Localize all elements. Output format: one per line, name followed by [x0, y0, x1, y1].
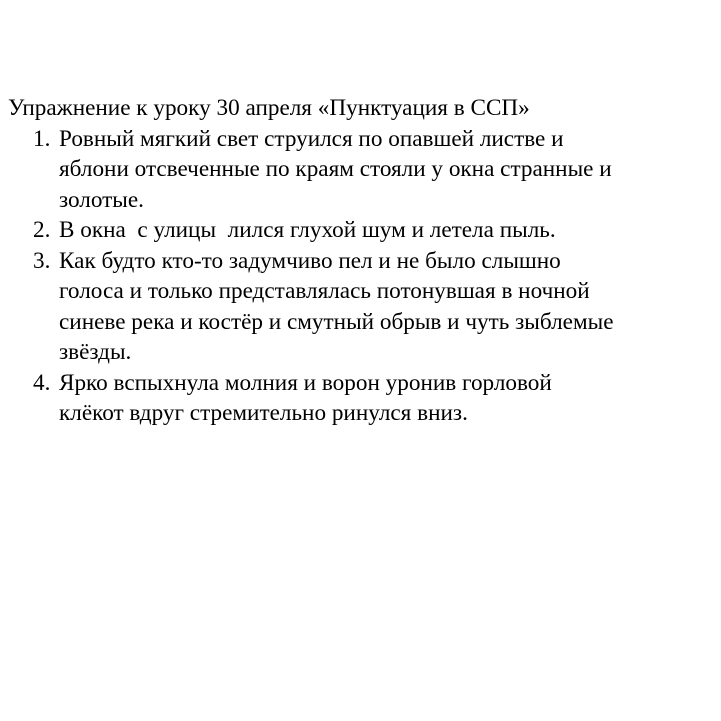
item-line: В окна с улицы лился глухой шум и летела пыль.	[59, 217, 556, 243]
exercise-list	[8, 124, 713, 429]
item-line: клёкот вдруг стремительно ринулся вниз.	[59, 400, 468, 426]
item-line: Как будто кто-то задумчиво пел и не было слышно	[59, 247, 561, 274]
item-line: Ярко вспыхнула молния и ворон уронив горловой	[59, 369, 552, 396]
exercise-item-2	[8, 215, 713, 246]
exercise-item-3	[8, 246, 713, 368]
item-line: золотые.	[59, 186, 144, 213]
item-line: синеве река и костёр и смутный обрыв и чуть зыблемые	[59, 308, 614, 335]
document-page	[8, 93, 713, 429]
item-number: 3.	[33, 247, 51, 274]
item-number: 2.	[33, 217, 51, 243]
item-line: Ровный мягкий свет струился по опавшей листве и	[59, 125, 564, 152]
item-number: 1.	[33, 125, 51, 152]
exercise-item-1	[8, 124, 713, 216]
exercise-item-4	[8, 368, 713, 429]
document-title: Упражнение к уроку 30 апреля «Пунктуация в ССП»	[8, 95, 530, 121]
item-line: звёзды.	[59, 339, 132, 365]
item-line: голоса и только представлялась потонувшая в ночной	[59, 278, 590, 304]
item-number: 4.	[33, 369, 51, 396]
item-line: яблони отсвеченные по краям стояли у окна странные и	[59, 156, 612, 182]
